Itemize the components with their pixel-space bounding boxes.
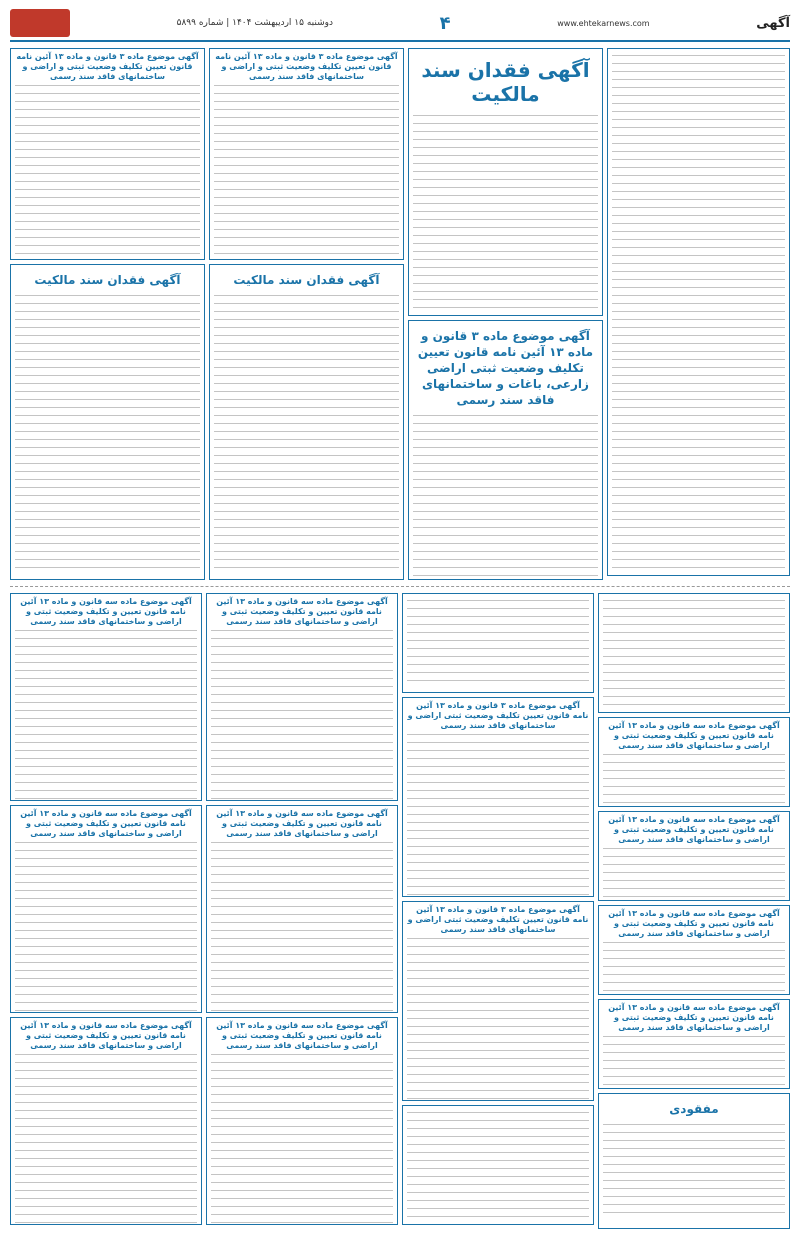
ad-body bbox=[603, 1121, 785, 1217]
website-url[interactable]: www.ehtekarnews.com bbox=[557, 18, 650, 28]
ad-title: آگهی موضوع ماده سه قانون و ماده ۱۳ آئین نامه قانون تعیین و تکلیف وضعیت ثبتی و اراضی و ساختمانهای فاقد سند رسمی bbox=[20, 1021, 192, 1050]
ad-body bbox=[15, 1051, 197, 1225]
ad-box bbox=[10, 264, 205, 580]
top-ads-section bbox=[10, 48, 790, 580]
ad-title: آگهی موضوع ماده ۳ قانون و ماده ۱۳ آئین نامه قانون تعیین تکلیف وضعیت ثبتی و اراضی و ساختمانهای فاقد سند رسمی bbox=[215, 52, 398, 81]
ad-box bbox=[10, 1017, 202, 1225]
ad-box bbox=[206, 1017, 398, 1225]
ad-body bbox=[211, 839, 393, 1013]
ad-box bbox=[598, 999, 790, 1089]
ad-body bbox=[214, 82, 399, 260]
ad-box bbox=[402, 1105, 594, 1225]
ad-box bbox=[206, 593, 398, 801]
ad-body bbox=[15, 839, 197, 1013]
ad-body bbox=[603, 939, 785, 995]
ad-body bbox=[15, 627, 197, 801]
ad-body bbox=[603, 597, 785, 707]
ad-body bbox=[603, 845, 785, 901]
ad-box bbox=[402, 593, 594, 693]
ad-body bbox=[407, 1109, 589, 1219]
ad-title: آگهی موضوع ماده ۳ قانون و ماده ۱۳ آئین نامه قانون تعیین تکلیف وضعیت ثبتی اراضی زارعی، باغات و ساختمانهای فاقد سند رسمی bbox=[417, 329, 594, 407]
ad-title: آگهی موضوع ماده سه قانون و ماده ۱۳ آئین نامه قانون تعیین و تکلیف وضعیت ثبتی و اراضی و ساختمانهای فاقد سند رسمی bbox=[216, 1021, 388, 1050]
ad-box bbox=[607, 48, 790, 576]
section-divider bbox=[10, 586, 790, 587]
ad-body bbox=[612, 52, 785, 570]
ad-box bbox=[408, 320, 603, 580]
ad-title: آگهی فقدان سند مالکیت bbox=[34, 273, 181, 287]
ad-title: آگهی موضوع ماده ۳ قانون و ماده ۱۳ آئین نامه قانون تعیین تکلیف وضعیت ثبتی اراضی و ساختمانهای فاقد سند رسمی bbox=[407, 905, 589, 934]
ad-box bbox=[209, 48, 404, 260]
ad-title: آگهی موضوع ماده ۳ قانون و ماده ۱۳ آئین نامه قانون تعیین تکلیف وضعیت ثبتی اراضی و ساختمانهای فاقد سند رسمی bbox=[407, 701, 589, 730]
ad-body bbox=[211, 1051, 393, 1225]
ad-box bbox=[598, 593, 790, 713]
ad-box bbox=[402, 901, 594, 1101]
ad-body bbox=[211, 627, 393, 801]
ad-box bbox=[10, 593, 202, 801]
ad-title: آگهی فقدان سند مالکیت bbox=[233, 273, 380, 287]
issue-date: دوشنبه ۱۵ اردیبهشت ۱۴۰۴ | شماره ۵۸۹۹ bbox=[176, 18, 333, 28]
section-title: آگهی bbox=[756, 15, 790, 31]
ad-body bbox=[413, 112, 598, 316]
ad-body bbox=[407, 935, 589, 1101]
ad-body bbox=[603, 751, 785, 807]
ad-box bbox=[206, 805, 398, 1013]
ad-title: آگهی موضوع ماده سه قانون و ماده ۱۳ آئین نامه قانون تعیین و تکلیف وضعیت ثبتی و اراضی و ساختمانهای فاقد سند رسمی bbox=[216, 809, 388, 838]
ad-title: آگهی موضوع ماده سه قانون و ماده ۱۳ آئین نامه قانون تعیین و تکلیف وضعیت ثبتی و اراضی و ساختمانهای فاقد سند رسمی bbox=[608, 815, 780, 844]
ad-body bbox=[407, 597, 589, 687]
newspaper-logo bbox=[10, 9, 70, 37]
ad-body bbox=[15, 82, 200, 260]
ad-box bbox=[10, 48, 205, 260]
ad-title: آگهی موضوع ماده سه قانون و ماده ۱۳ آئین نامه قانون تعیین و تکلیف وضعیت ثبتی و اراضی و ساختمانهای فاقد سند رسمی bbox=[20, 597, 192, 626]
ad-box bbox=[408, 48, 603, 316]
bottom-ads-section bbox=[10, 593, 790, 1229]
page-header bbox=[10, 6, 790, 42]
ad-box bbox=[598, 905, 790, 995]
ad-body bbox=[15, 292, 200, 572]
ad-title: آگهی موضوع ماده ۳ قانون و ماده ۱۳ آئین نامه قانون تعیین تکلیف وضعیت ثبتی و اراضی و ساختمانهای فاقد سند رسمی bbox=[16, 52, 199, 81]
ad-box bbox=[10, 805, 202, 1013]
ad-box bbox=[402, 697, 594, 897]
ad-box bbox=[598, 717, 790, 807]
ad-title: آگهی موضوع ماده سه قانون و ماده ۱۳ آئین نامه قانون تعیین و تکلیف وضعیت ثبتی و اراضی و ساختمانهای فاقد سند رسمی bbox=[216, 597, 388, 626]
ad-title: آگهی موضوع ماده سه قانون و ماده ۱۳ آئین نامه قانون تعیین و تکلیف وضعیت ثبتی و اراضی و ساختمانهای فاقد سند رسمی bbox=[608, 1003, 780, 1032]
ad-title: آگهی موضوع ماده سه قانون و ماده ۱۳ آئین نامه قانون تعیین و تکلیف وضعیت ثبتی و اراضی و ساختمانهای فاقد سند رسمی bbox=[608, 721, 780, 750]
ad-title: مفقودی bbox=[669, 1102, 719, 1116]
ad-body bbox=[407, 731, 589, 897]
ad-title: آگهی فقدان سند مالکیت bbox=[421, 58, 590, 106]
ad-body bbox=[413, 412, 598, 580]
ad-box bbox=[598, 1093, 790, 1229]
ad-body bbox=[214, 292, 399, 572]
ad-box bbox=[209, 264, 404, 580]
ad-box bbox=[598, 811, 790, 901]
page-number: ۴ bbox=[439, 12, 451, 34]
ad-body bbox=[603, 1033, 785, 1089]
ad-title: آگهی موضوع ماده سه قانون و ماده ۱۳ آئین نامه قانون تعیین و تکلیف وضعیت ثبتی و اراضی و ساختمانهای فاقد سند رسمی bbox=[20, 809, 192, 838]
ad-title: آگهی موضوع ماده سه قانون و ماده ۱۳ آئین نامه قانون تعیین و تکلیف وضعیت ثبتی و اراضی و ساختمانهای فاقد سند رسمی bbox=[608, 909, 780, 938]
